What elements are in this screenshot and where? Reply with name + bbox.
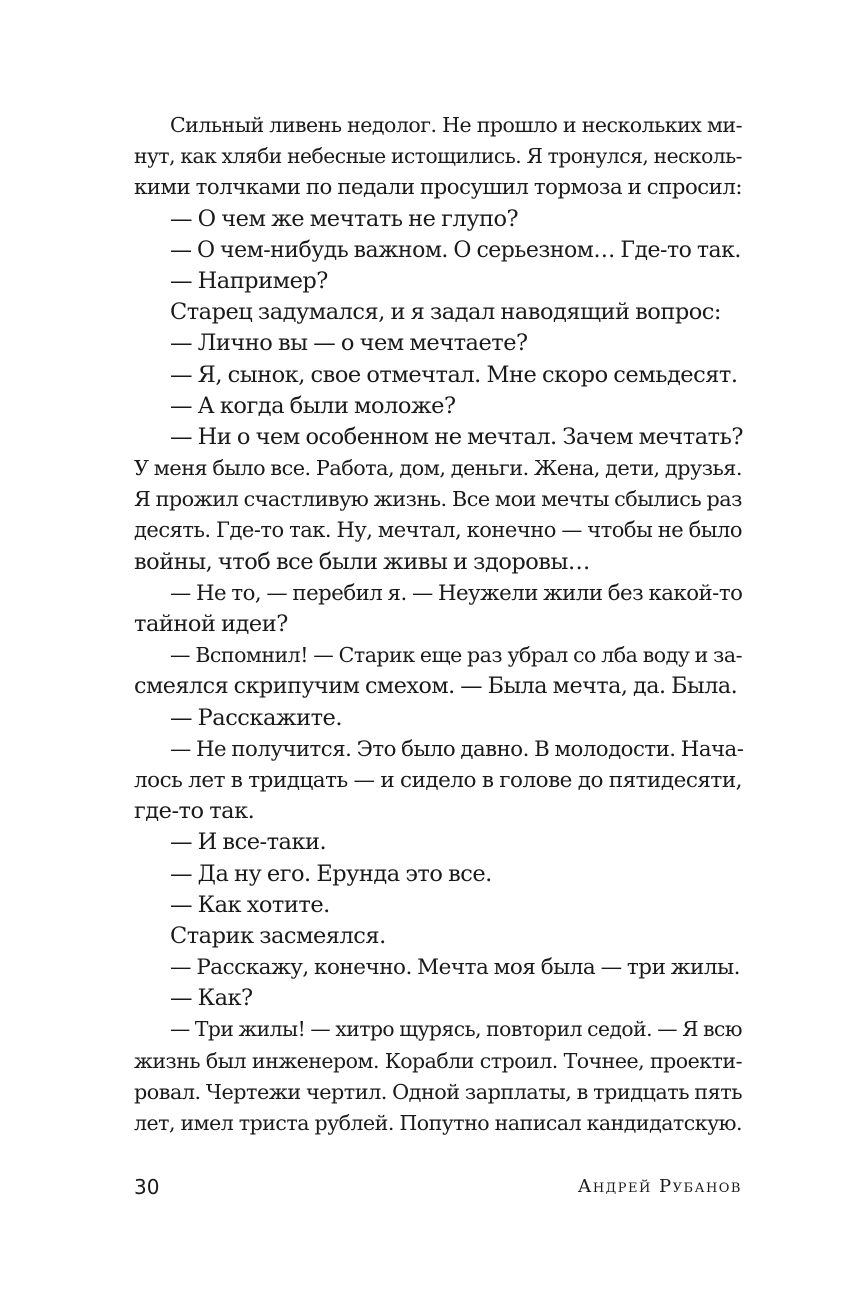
text-line: — Например? (170, 267, 328, 294)
text-line: Я прожил счастливую жизнь. Все мои мечты сбылись раз (134, 487, 742, 512)
text-line: — Ни о чем особенном не мечтал. Зачем мечтать? (170, 423, 743, 450)
body-text (134, 110, 742, 1139)
text-line: — Как? (170, 985, 253, 1012)
text-line: — И все-таки. (170, 829, 327, 856)
text-line: Старец задумался, и я задал наводящий вопрос: (170, 299, 721, 326)
text-line: — О чем-нибудь важном. О серьезном… Где-то так. (170, 237, 741, 263)
page-footer (134, 1172, 742, 1202)
text-line: Старик засмеялся. (170, 922, 386, 949)
text-line: кими толчками по педали просушил тормоза и спросил: (134, 175, 742, 201)
text-line: нут, как хляби небесные истощились. Я тронулся, несколь- (134, 144, 742, 169)
text-line: лось лет в тридцать — и сидело в голове до пятидесяти, (134, 767, 742, 793)
text-line: — Лично вы — о чем мечтаете? (170, 330, 528, 357)
text-line: десять. Где-то так. Ну, мечтал, конечно — чтобы не было (134, 518, 742, 543)
text-line: — Да ну его. Ерунда это все. (170, 860, 492, 887)
text-line: — Я, сынок, свое отмечтал. Мне скоро семьдесят. (170, 361, 738, 388)
text-line: — О чем же мечтать не глупо? (170, 205, 519, 232)
text-line: лет, имел триста рублей. Попутно написал кандидатскую. (134, 1111, 742, 1135)
text-line: — Расскажу, конечно. Мечта моя была — три жилы. (170, 955, 740, 981)
text-line: — Как хотите. (170, 891, 330, 918)
text-line: У меня было все. Работа, дом, деньги. Жена, дети, друзья. (134, 456, 742, 481)
text-line: — Вспомнил! — Старик еще раз убрал со лба воду и за- (170, 643, 742, 668)
text-line: жизнь был инженером. Корабли строил. Точнее, проекти- (134, 1048, 742, 1073)
text-line: — Не получится. Это было давно. В молодости. Нача- (170, 736, 744, 762)
text-line: войны, чтоб все были живы и здоровы… (134, 548, 590, 575)
text-line: смеялся скрипучим смехом. — Была мечта, да. Была. (134, 673, 738, 700)
text-line: — Не то, — перебил я. — Неужели жили без какой-то (170, 580, 743, 606)
text-line: — А когда были моложе? (170, 392, 456, 419)
text-line: — Расскажите. (170, 704, 342, 731)
running-header-author: Андрей Рубанов (577, 1176, 742, 1197)
text-line: тайной идеи? (134, 611, 288, 637)
text-line: ровал. Чертежи чертил. Одной зарплаты, в тридцать пять (134, 1079, 742, 1104)
text-line: Сильный ливень недолог. Не прошло и нескольких ми- (170, 113, 742, 137)
page-number: 30 (134, 1175, 160, 1199)
text-line: где-то так. (134, 798, 255, 825)
text-line: — Три жилы! — хитро щурясь, повторил седой. — Я всю (170, 1017, 742, 1042)
